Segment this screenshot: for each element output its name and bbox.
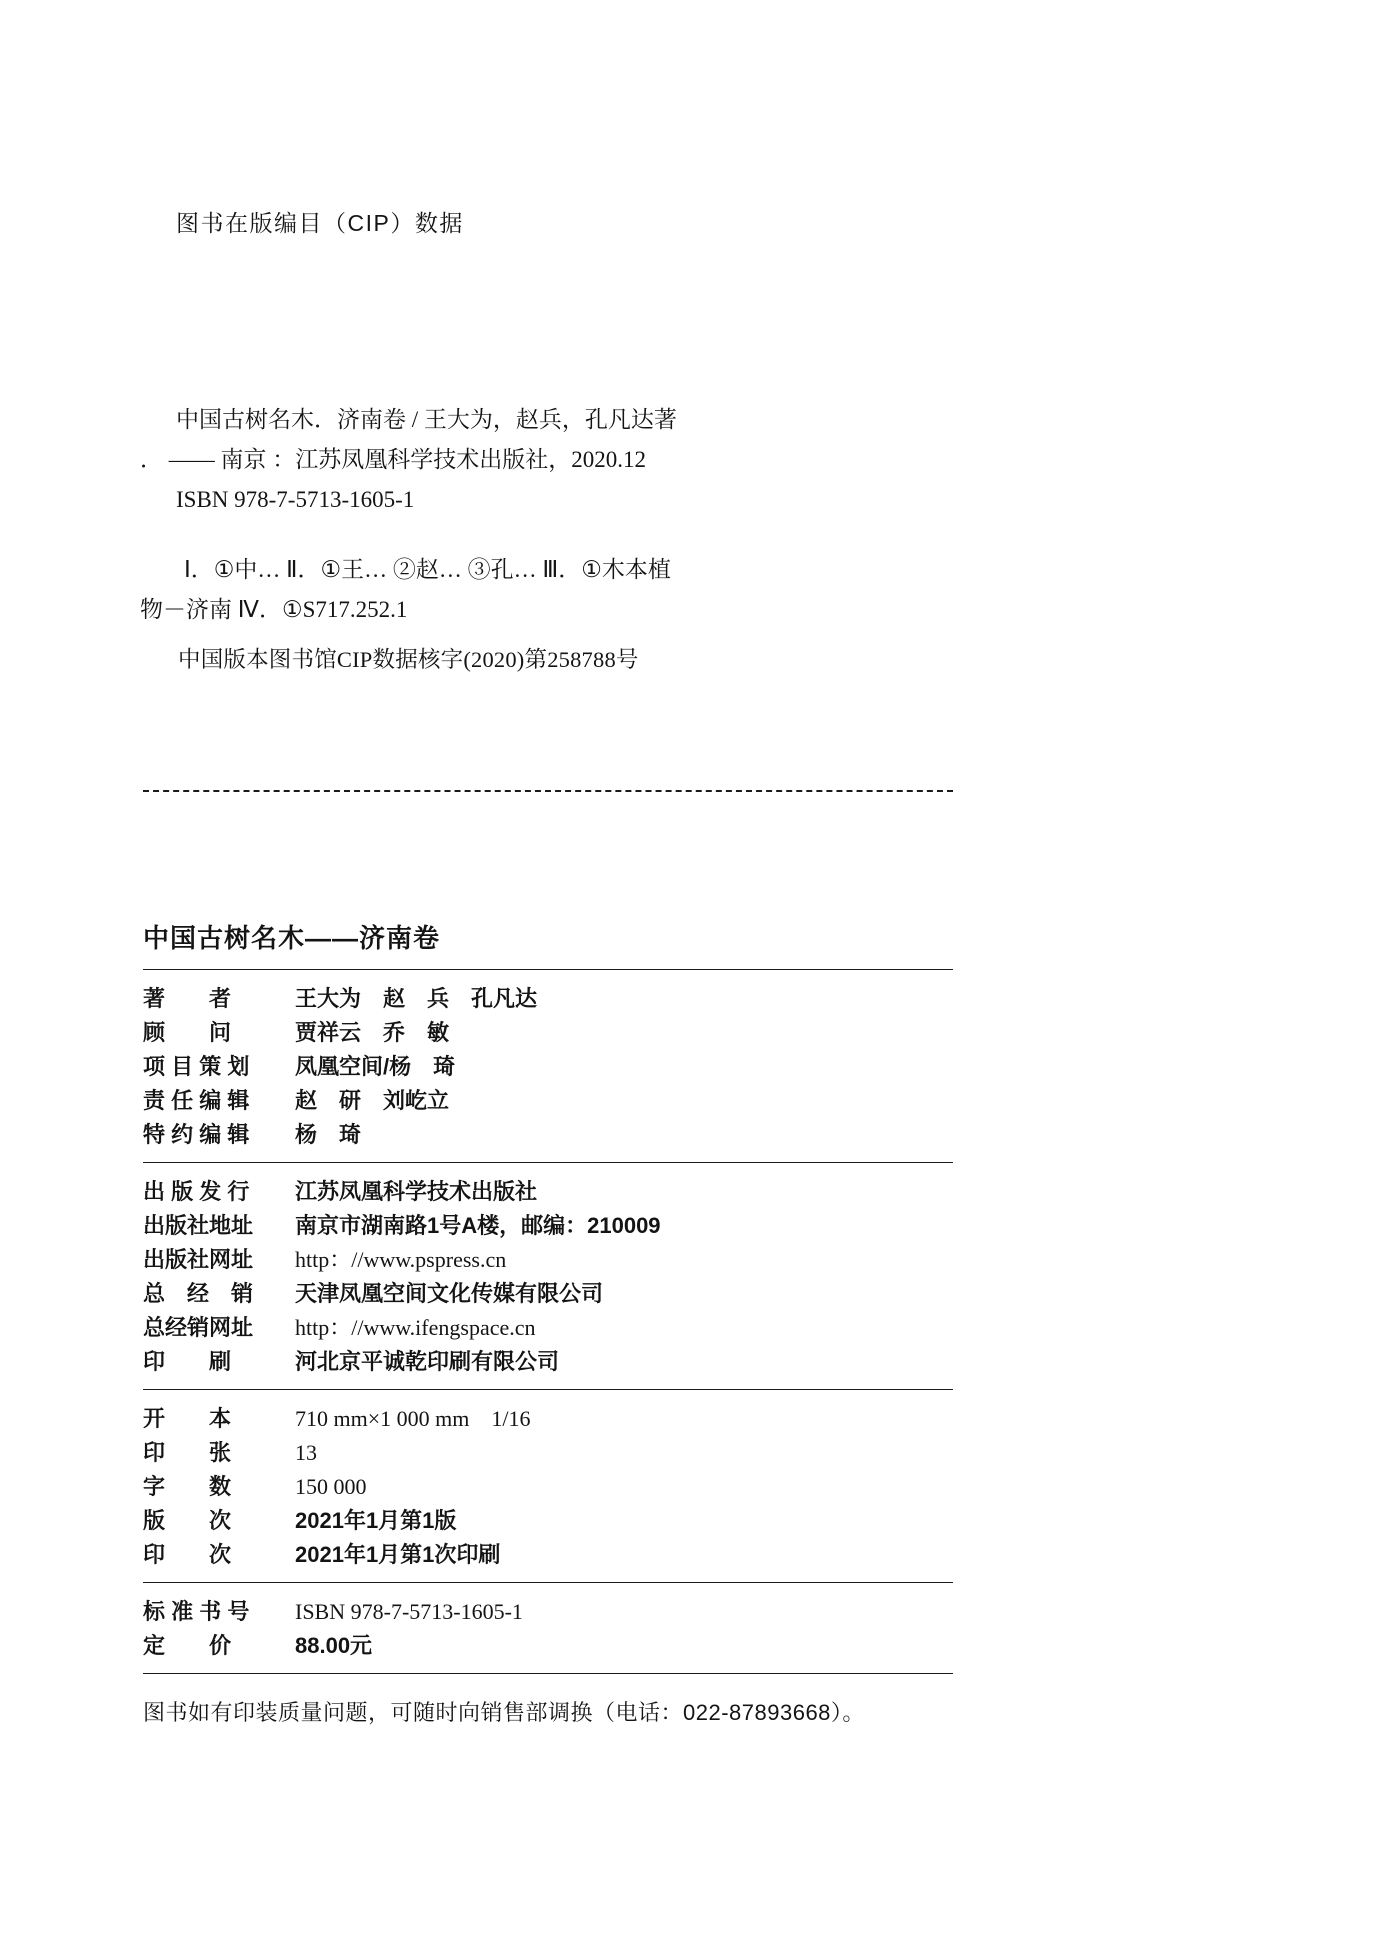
credit-value: 赵 研 刘屹立 <box>295 1088 450 1113</box>
publisher-row <box>143 1209 953 1243</box>
spec-row <box>143 1436 953 1470</box>
credits-group <box>143 970 953 1162</box>
cip-core-number: 中国版本图书馆CIP数据核字(2020)第258788号 <box>178 647 639 672</box>
isbn-value: ISBN 978-7-5713-1605-1 <box>295 1599 523 1624</box>
cip-line-isbn: ISBN 978-7-5713-1605-1 <box>176 487 415 512</box>
spec-value: 2021年1月第1版 <box>295 1508 457 1533</box>
publisher-row <box>143 1175 953 1209</box>
publisher-row <box>143 1311 953 1345</box>
credit-label: 著 者 <box>143 986 232 1011</box>
publisher-website: http：//www.pspress.cn <box>295 1247 507 1272</box>
spec-row <box>143 1470 953 1504</box>
publisher-label: 出版社地址 <box>143 1213 254 1238</box>
spec-label: 字 数 <box>143 1474 232 1499</box>
publisher-value: 江苏凤凰科学技术出版社 <box>295 1179 538 1204</box>
publisher-label: 印 刷 <box>143 1349 232 1374</box>
cip-heading: 图书在版编目（CIP）数据 <box>176 210 464 236</box>
cip-line-title: 中国古树名木．济南卷 / 王大为，赵兵，孔凡达著 <box>176 407 677 432</box>
credit-value: 杨 琦 <box>295 1122 362 1147</box>
spec-value: 150 000 <box>295 1474 367 1499</box>
spec-row <box>143 1504 953 1538</box>
spec-label: 开 本 <box>143 1406 232 1431</box>
spec-label: 版 次 <box>143 1508 232 1533</box>
publisher-group <box>143 1163 953 1389</box>
quality-note: 图书如有印装质量问题，可随时向销售部调换（电话：022-87893668）。 <box>143 1700 865 1725</box>
cip-line-publisher: ． —— 南京 ：江苏凤凰科学技术出版社，2020.12 <box>140 447 646 472</box>
publisher-label: 出版社网址 <box>143 1247 254 1272</box>
spec-value: 710 mm×1 000 mm 1/16 <box>295 1406 531 1431</box>
credit-value: 王大为 赵 兵 孔凡达 <box>295 986 538 1011</box>
publisher-label: 出 版 发 行 <box>143 1179 250 1204</box>
credit-value: 贾祥云 乔 敏 <box>295 1020 450 1045</box>
spec-value: 2021年1月第1次印刷 <box>295 1542 501 1567</box>
cip-record <box>140 400 840 630</box>
credit-label: 责 任 编 辑 <box>143 1088 250 1113</box>
distributor-website: http：//www.ifengspace.cn <box>295 1315 536 1340</box>
publisher-label: 总经销网址 <box>143 1315 254 1340</box>
credit-label: 特 约 编 辑 <box>143 1122 250 1147</box>
publisher-value: 天津凤凰空间文化传媒有限公司 <box>295 1281 604 1306</box>
publisher-value: 南京市湖南路1号A楼，邮编：210009 <box>295 1213 661 1238</box>
credit-row <box>143 1050 953 1084</box>
publisher-label: 总 经 销 <box>143 1281 254 1306</box>
price-value: 88.00元 <box>295 1633 373 1658</box>
publisher-row <box>143 1243 953 1277</box>
spec-label: 印 张 <box>143 1440 232 1465</box>
credit-label: 项 目 策 划 <box>143 1054 250 1079</box>
publisher-value: 河北京平诚乾印刷有限公司 <box>295 1349 560 1374</box>
book-title: 中国古树名木——济南卷 <box>143 923 441 953</box>
credit-row <box>143 1016 953 1050</box>
price-row <box>143 1629 953 1663</box>
price-label: 定 价 <box>143 1633 232 1658</box>
publisher-row <box>143 1277 953 1311</box>
publisher-row <box>143 1345 953 1379</box>
isbn-label: 标 准 书 号 <box>143 1599 250 1624</box>
isbn-price-group <box>143 1583 953 1673</box>
colophon-block <box>143 918 953 1727</box>
spec-label: 印 次 <box>143 1542 232 1567</box>
spec-row <box>143 1402 953 1436</box>
cip-line-classification-1: Ⅰ．①中… Ⅱ．①王… ②赵… ③孔… Ⅲ．①木本植 <box>184 557 671 582</box>
spec-value: 13 <box>295 1440 317 1465</box>
credit-row <box>143 982 953 1016</box>
cip-line-classification-2: 物－济南 Ⅳ．①S717.252.1 <box>140 597 408 622</box>
credit-label: 顾 问 <box>143 1020 232 1045</box>
dashed-divider <box>143 790 953 794</box>
credit-row <box>143 1084 953 1118</box>
specs-group <box>143 1390 953 1582</box>
spec-row <box>143 1538 953 1572</box>
isbn-row <box>143 1595 953 1629</box>
credit-row <box>143 1118 953 1152</box>
credit-value: 凤凰空间/杨 琦 <box>295 1054 456 1079</box>
